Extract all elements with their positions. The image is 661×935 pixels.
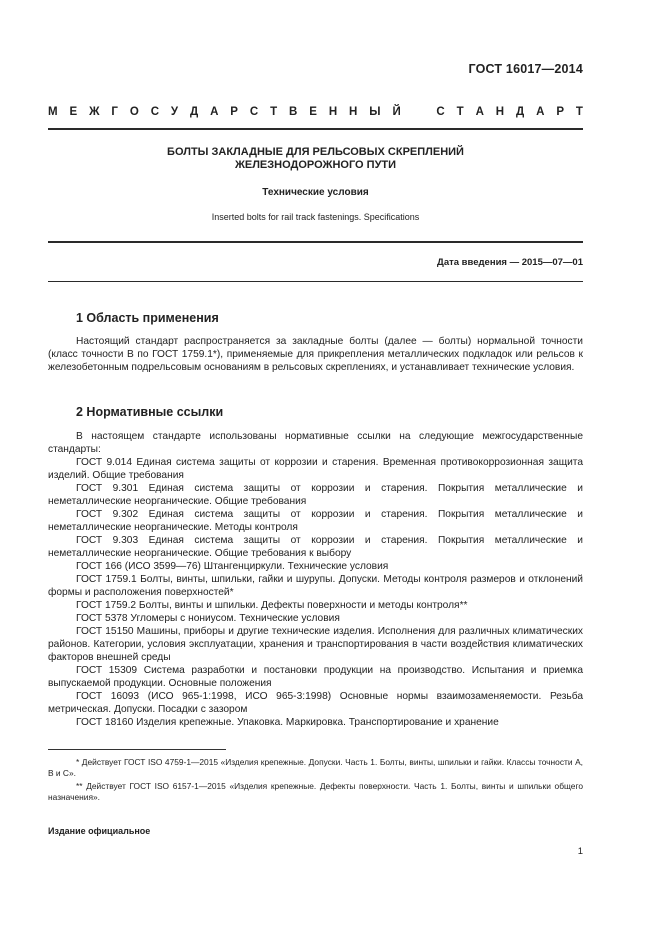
banner-letter: Р — [230, 106, 238, 118]
section-1-paragraph: Настоящий стандарт распространяется за закладные болты (далее — болты) нормальной точности (класс точности В по ГОСТ 1759.1*), применяемые для прикрепления металлических подкладок или рельсов к железобетонным подрельсовым основаниям в рельсовых скреплениях, и устанавливает технические условия. — [48, 336, 583, 373]
reference-item: ГОСТ 16093 (ИСО 965-1:1998, ИСО 965-3:1998) Основные нормы взаимозаменяемости. Резьба метрическая. Допуски. Посадки с зазором — [48, 691, 583, 715]
banner-letter: Н — [495, 106, 505, 118]
banner-letter: Г — [111, 106, 118, 118]
section-1-heading: 1 Область применения — [76, 311, 219, 325]
footnote-1: * Действует ГОСТ ISO 4759-1—2015 «Изделия крепежные. Допуски. Часть 1. Болты, винты, шпильки и гайки. Классы точности А, В и С». — [48, 757, 583, 778]
banner-letter: Й — [392, 106, 401, 118]
banner-letter: Д — [516, 106, 525, 118]
reference-item: ГОСТ 9.014 Единая система защиты от коррозии и старения. Временная противокоррозионная защита изделий. Общие требования — [48, 457, 583, 481]
document-subtitle: Технические условия — [262, 187, 369, 198]
reference-item: ГОСТ 1759.1 Болты, винты, шпильки, гайки и шурупы. Допуски. Методы контроля размеров и отклонений формы и расположения поверхностей* — [48, 574, 583, 598]
banner-letter: Р — [556, 106, 565, 118]
banner-letter: О — [129, 106, 139, 118]
title-divider — [48, 241, 583, 243]
banner-letter: Ы — [369, 106, 381, 118]
section-2-intro: В настоящем стандарте использованы нормативные ссылки на следующие межгосударственные стандарты: — [48, 431, 583, 455]
title-line-2: ЖЕЛЕЗНОДОРОЖНОГО ПУТИ — [234, 159, 397, 171]
banner-letter: У — [170, 106, 179, 118]
section-2-heading: 2 Нормативные ссылки — [76, 405, 224, 419]
footnote-divider — [48, 749, 226, 750]
section-2-text — [48, 430, 583, 729]
reference-item: ГОСТ 9.301 Единая система защиты от коррозии и старения. Покрытия металлические и неметаллические неорганические. Общие требования — [48, 483, 583, 507]
banner-letter: Н — [328, 106, 338, 118]
reference-item: ГОСТ 1759.2 Болты, винты и шпильки. Дефекты поверхности и методы контроля** — [76, 600, 468, 611]
banner-letter: А — [536, 106, 545, 118]
banner-letter: Т — [270, 106, 278, 118]
banner-letter: Е — [69, 106, 78, 118]
banner-letter: Н — [349, 106, 358, 118]
official-edition-label: Издание официальное — [48, 826, 151, 836]
banner-letter: А — [475, 106, 484, 118]
banner-letter: С — [249, 106, 259, 118]
section-1-text — [48, 335, 583, 374]
english-title: Inserted bolts for rail track fastenings. Specifications — [211, 212, 420, 222]
banner-letter: А — [210, 106, 219, 118]
banner-letter: Е — [309, 106, 317, 118]
standard-type-banner — [48, 106, 583, 118]
banner-letter: Т — [575, 106, 583, 118]
reference-item: ГОСТ 5378 Угломеры с нониусом. Технические условия — [76, 613, 340, 624]
reference-item: ГОСТ 9.303 Единая система защиты от коррозии и старения. Покрытия металлические и неметаллические неорганические. Общие требования к выбору — [48, 535, 583, 559]
banner-letter: Д — [189, 106, 199, 118]
reference-item: ГОСТ 15309 Система разработки и постановки продукции на производство. Испытания и приемка выпускаемой продукции. Основные положения — [48, 665, 583, 689]
reference-list — [48, 456, 583, 729]
reference-item: ГОСТ 18160 Изделия крепежные. Упаковка. Маркировка. Транспортирование и хранение — [76, 717, 499, 728]
footnote-2: ** Действует ГОСТ ISO 6157-1—2015 «Изделия крепежные. Дефекты поверхности. Часть 1. Болты, винты и шпильки общего назначения». — [48, 781, 583, 802]
footnotes — [48, 757, 583, 805]
page-number: 1 — [577, 846, 583, 857]
banner-letter: Ж — [89, 106, 100, 118]
header-divider — [48, 128, 583, 130]
reference-item: ГОСТ 166 (ИСО 3599—76) Штангенциркули. Технические условия — [76, 561, 389, 572]
introduction-date: Дата введения — 2015—07—01 — [437, 257, 583, 268]
reference-item: ГОСТ 15150 Машины, приборы и другие технические изделия. Исполнения для различных климатических районов. Категории, условия эксплуатации, хранения и транспортирования в части воздействия климатических факторов внешней среды — [48, 626, 583, 663]
reference-item: ГОСТ 9.302 Единая система защиты от коррозии и старения. Покрытия металлические и неметаллические неорганические. Методы контроля — [48, 509, 583, 533]
banner-letter: Т — [456, 106, 464, 118]
banner-letter: М — [48, 106, 58, 118]
title-line-1: БОЛТЫ ЗАКЛАДНЫЕ ДЛЯ РЕЛЬСОВЫХ СКРЕПЛЕНИЙ — [167, 146, 464, 158]
banner-letter: С — [436, 106, 445, 118]
date-divider — [48, 281, 583, 282]
banner-letter: С — [150, 106, 159, 118]
document-code: ГОСТ 16017—2014 — [468, 62, 583, 76]
banner-letter: В — [289, 106, 298, 118]
document-title — [48, 146, 583, 172]
